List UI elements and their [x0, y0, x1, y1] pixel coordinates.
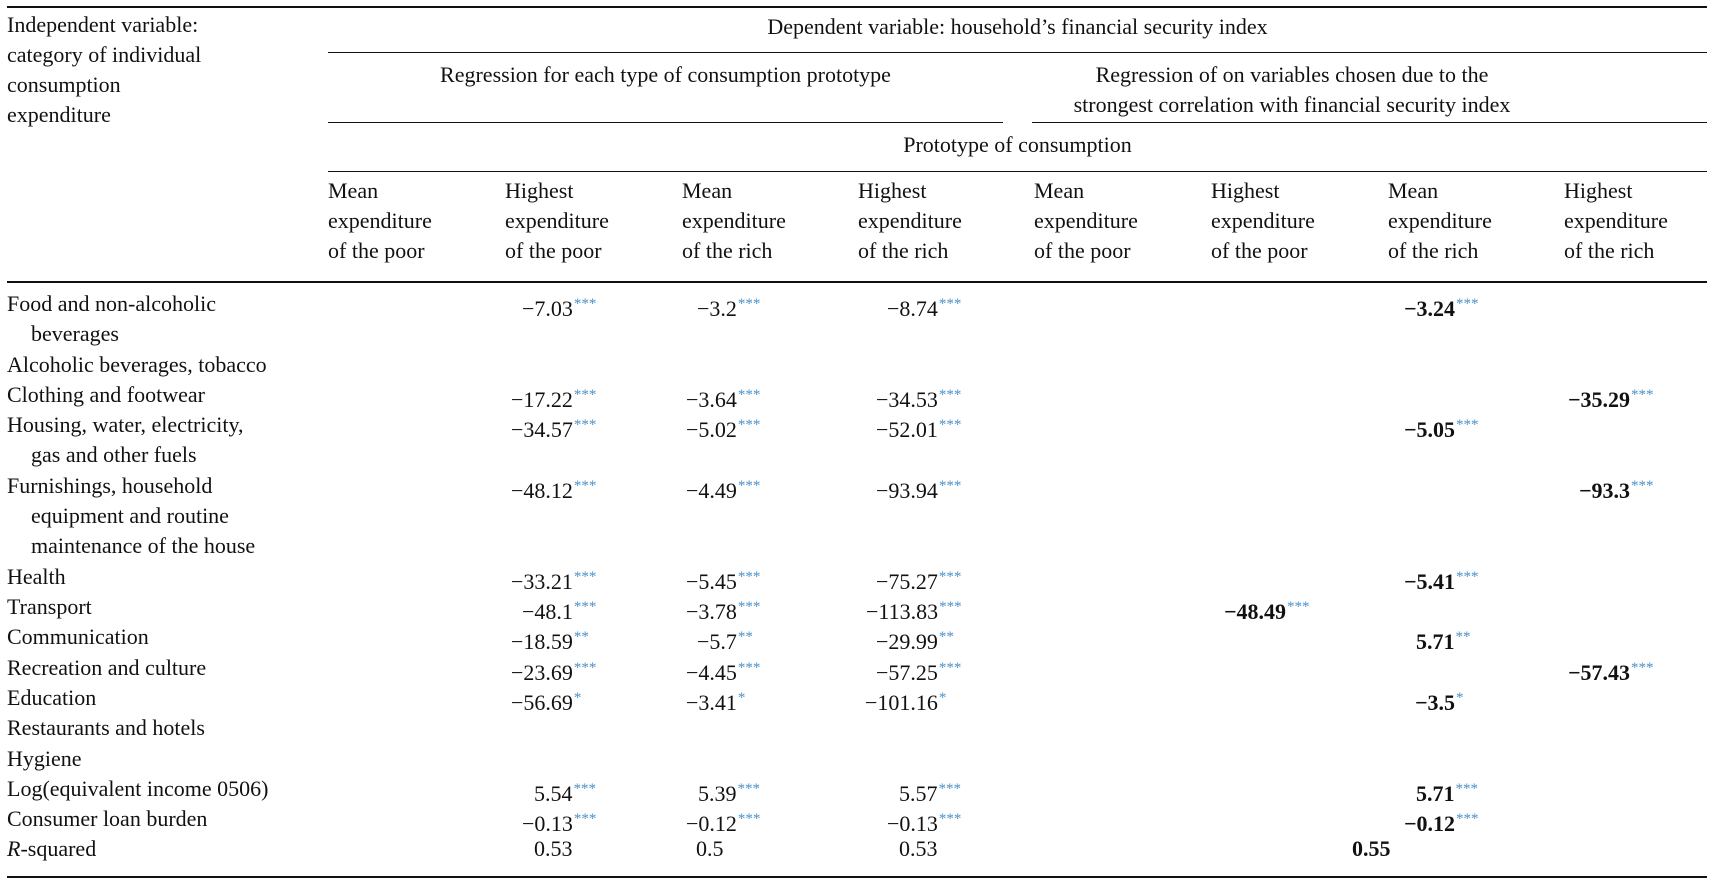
column-header-7	[1388, 176, 1548, 266]
rsquared-label-italic: R	[7, 836, 21, 862]
rsquared-c3: 0.5	[696, 836, 724, 862]
prototype-underline	[328, 171, 1707, 172]
coefficient-value: 5.54	[534, 780, 573, 806]
table-cell-c7	[1415, 683, 1464, 718]
significance-stars: ***	[737, 780, 760, 797]
significance-stars: ***	[938, 811, 962, 828]
row-label-line: Education	[7, 684, 97, 710]
coefficient-value: −0.13	[887, 811, 938, 837]
table-cell-c2	[511, 683, 581, 718]
column-header-line: of the rich	[682, 238, 773, 263]
stub-header-line: consumption	[7, 72, 121, 97]
row-label	[7, 471, 255, 561]
row-label	[7, 380, 205, 410]
coefficient-value: −18.59	[511, 629, 573, 655]
significance-stars: **	[573, 629, 589, 646]
column-header-line: Mean	[1034, 178, 1085, 203]
significance-stars: ***	[938, 296, 962, 312]
column-header-line: of the rich	[1564, 238, 1655, 263]
significance-stars: ***	[573, 599, 597, 615]
table-cell-c3	[686, 410, 760, 445]
coefficient-value: −48.49	[1224, 599, 1287, 624]
coefficient-value: −5.05	[1404, 417, 1456, 443]
top-rule	[7, 6, 1707, 8]
stub-header-line: expenditure	[7, 102, 111, 127]
significance-stars: ***	[1456, 568, 1479, 585]
row-label-line: Food and non-alcoholic	[7, 291, 216, 316]
coefficient-value: 5.39	[698, 780, 737, 806]
significance-stars: ***	[573, 780, 596, 797]
dep-var-header: Dependent variable: household’s financial security index	[767, 14, 1268, 39]
coefficient-value: −7.03	[522, 296, 573, 321]
coefficient-value: −17.22	[511, 386, 573, 412]
coefficient-value: −5.41	[1404, 568, 1456, 594]
column-header-line: expenditure	[328, 208, 432, 233]
table-cell-c3	[686, 471, 760, 506]
column-header-4	[858, 176, 1018, 266]
significance-stars: ***	[737, 477, 761, 494]
column-header-line: expenditure	[1211, 208, 1315, 233]
column-header-line: of the poor	[328, 238, 425, 263]
group-b-header-line: Regression of on variables chosen due to the	[1095, 62, 1489, 87]
table-cell-c7	[1404, 804, 1479, 839]
row-label	[7, 774, 268, 804]
dep-var-underline	[328, 52, 1707, 53]
coefficient-value: −101.16	[865, 689, 938, 715]
table-cell-c8	[1568, 380, 1654, 415]
column-header-1	[328, 176, 488, 266]
stub-header	[7, 10, 201, 130]
significance-stars: ***	[938, 477, 962, 494]
significance-stars: ***	[1631, 477, 1654, 494]
rsquared-c4: 0.53	[899, 836, 938, 862]
significance-stars: ***	[737, 599, 761, 615]
significance-stars: ***	[939, 599, 962, 615]
coefficient-value: −23.69	[511, 659, 573, 685]
row-label-line: Health	[7, 563, 66, 589]
row-label-line: equipment and routine	[31, 502, 229, 528]
significance-stars: ***	[1287, 599, 1310, 615]
rsquared-c2: 0.53	[534, 836, 573, 862]
significance-stars: ***	[737, 811, 761, 828]
table-cell-c3	[697, 289, 760, 324]
table-cell-c2	[522, 289, 596, 324]
row-label-line: Communication	[7, 624, 149, 650]
row-label-line: Hygiene	[7, 745, 82, 771]
group-b-header	[1032, 60, 1552, 120]
significance-stars: ***	[573, 568, 597, 585]
column-header-5	[1034, 176, 1194, 266]
coefficient-value: 5.57	[899, 780, 938, 806]
row-label-line: Housing, water, electricity,	[7, 412, 244, 438]
bottom-rule	[7, 876, 1707, 878]
row-label-line: gas and other fuels	[31, 442, 197, 468]
coefficient-value: −3.64	[686, 386, 737, 412]
column-header-6	[1211, 176, 1371, 266]
coefficient-value: −3.78	[686, 599, 737, 624]
prototype-header: Prototype of consumption	[903, 132, 1132, 157]
significance-stars: *	[573, 689, 582, 706]
column-header-line: expenditure	[1564, 208, 1668, 233]
significance-stars: *	[737, 689, 746, 706]
row-label-line: Log(equivalent income 0506)	[7, 775, 269, 801]
column-header-8	[1564, 176, 1715, 266]
stub-header-line: category of individual	[7, 42, 202, 67]
group-a-header: Regression for each type of consumption prototype	[440, 62, 891, 87]
column-header-line: of the poor	[1211, 238, 1308, 263]
column-header-line: Mean	[328, 178, 379, 203]
coefficient-value: −3.5	[1415, 689, 1456, 715]
significance-stars: ***	[573, 386, 597, 403]
column-header-line: Highest	[1564, 178, 1633, 203]
coefficient-value: −29.99	[876, 629, 938, 655]
rsquared-combined: 0.55	[1352, 836, 1391, 862]
column-header-line: of the rich	[1388, 238, 1479, 263]
row-label-line: Clothing and footwear	[7, 381, 205, 407]
row-label-line: Furnishings, household	[7, 472, 213, 498]
significance-stars: *	[938, 689, 947, 706]
significance-stars: ***	[938, 659, 962, 676]
group-b-header-line: strongest correlation with financial security index	[1073, 92, 1511, 117]
coefficient-value: −33.21	[511, 568, 573, 594]
significance-stars: ***	[1455, 780, 1478, 797]
coefficient-value: −0.12	[686, 811, 737, 837]
coefficient-value: −34.57	[511, 417, 573, 443]
column-header-3	[682, 176, 842, 266]
significance-stars: ***	[1456, 811, 1479, 828]
significance-stars: ***	[938, 417, 962, 434]
significance-stars: ***	[1456, 417, 1479, 434]
column-header-2	[505, 176, 665, 266]
rsquared-label-rest: -squared	[20, 836, 97, 862]
significance-stars: ***	[573, 417, 597, 434]
significance-stars: ***	[573, 296, 597, 312]
row-label	[7, 592, 92, 622]
coefficient-value: −113.83	[866, 599, 939, 624]
coefficient-value: −48.1	[522, 599, 573, 624]
row-label	[7, 653, 206, 683]
coefficient-value: −35.29	[1568, 386, 1631, 412]
significance-stars: ***	[737, 568, 761, 585]
coefficient-value: −3.24	[1404, 296, 1456, 321]
coefficient-value: −34.53	[876, 386, 938, 412]
row-label-line: Transport	[7, 594, 92, 619]
significance-stars: ***	[573, 477, 597, 494]
row-label-line: Alcoholic beverages, tobacco	[7, 351, 267, 377]
column-header-line: expenditure	[505, 208, 609, 233]
table-cell-c4	[865, 683, 946, 718]
column-header-line: Highest	[1211, 178, 1280, 203]
coefficient-value: −0.13	[522, 811, 573, 837]
significance-stars: ***	[938, 386, 962, 403]
table-cell-c8	[1568, 653, 1654, 688]
coefficient-value: −4.45	[686, 659, 737, 685]
coefficient-value: −93.3	[1579, 477, 1631, 503]
group-b-underline	[1032, 122, 1707, 123]
significance-stars: ***	[737, 659, 761, 676]
row-label-line: Restaurants and hotels	[7, 715, 205, 741]
coefficient-value: −3.41	[686, 689, 737, 715]
table-cell-c6	[1224, 592, 1310, 627]
table-cell-c7	[1404, 410, 1479, 445]
column-header-line: Highest	[505, 178, 574, 203]
column-header-line: expenditure	[682, 208, 786, 233]
coefficient-value: −52.01	[876, 417, 938, 443]
significance-stars: ***	[1631, 659, 1654, 676]
coefficient-value: −8.74	[887, 296, 938, 321]
row-label-line: maintenance of the house	[31, 532, 256, 558]
row-label-line: Consumer loan burden	[7, 806, 208, 832]
coefficient-value: −57.43	[1568, 659, 1631, 685]
rsquared-label	[7, 834, 96, 864]
row-label	[7, 289, 216, 349]
table-cell-c2	[511, 471, 596, 506]
coefficient-value: 5.71	[1416, 629, 1455, 655]
table-cell-c4	[887, 289, 961, 324]
header-bottom-rule	[7, 281, 1707, 283]
column-header-line: expenditure	[858, 208, 962, 233]
column-header-line: Mean	[682, 178, 733, 203]
row-label	[7, 713, 205, 743]
row-label	[7, 562, 66, 592]
significance-stars: **	[1455, 629, 1471, 646]
column-header-line: of the rich	[858, 238, 949, 263]
coefficient-value: −0.12	[1404, 811, 1456, 837]
coefficient-value: −5.45	[686, 568, 737, 594]
significance-stars: ***	[938, 568, 962, 585]
column-header-line: expenditure	[1034, 208, 1138, 233]
coefficient-value: −4.49	[686, 477, 737, 503]
significance-stars: ***	[573, 811, 597, 828]
table-cell-c7	[1416, 622, 1471, 657]
significance-stars: ***	[737, 296, 761, 312]
row-label-line: beverages	[31, 321, 119, 346]
coefficient-value: −57.25	[876, 659, 938, 685]
row-label	[7, 683, 96, 713]
coefficient-value: −56.69	[511, 689, 573, 715]
table-cell-c3	[686, 683, 745, 718]
group-a-underline	[328, 122, 1003, 123]
significance-stars: ***	[1456, 296, 1479, 312]
row-label	[7, 622, 149, 652]
table-cell-c7	[1404, 562, 1479, 597]
table-cell-c8	[1579, 471, 1654, 506]
significance-stars: ***	[573, 659, 597, 676]
row-label	[7, 350, 267, 380]
table-cell-c2	[511, 410, 596, 445]
column-header-line: of the poor	[505, 238, 602, 263]
coefficient-value: −75.27	[876, 568, 938, 594]
significance-stars: ***	[737, 417, 761, 434]
row-label	[7, 410, 244, 470]
table-cell-c4	[876, 410, 961, 445]
table-cell-c7	[1404, 289, 1479, 324]
row-label-line: Recreation and culture	[7, 654, 207, 680]
row-label	[7, 804, 207, 834]
coefficient-value: −5.02	[686, 417, 737, 443]
row-label	[7, 744, 82, 774]
coefficient-value: −48.12	[511, 477, 573, 503]
table-cell-c4	[876, 471, 961, 506]
column-header-line: Highest	[858, 178, 927, 203]
column-header-line: expenditure	[1388, 208, 1492, 233]
significance-stars: **	[737, 629, 753, 646]
coefficient-value: −5.7	[697, 629, 737, 655]
significance-stars: ***	[737, 386, 761, 403]
significance-stars: **	[938, 629, 954, 646]
stub-header-line: Independent variable:	[7, 12, 199, 37]
column-header-line: of the poor	[1034, 238, 1131, 263]
coefficient-value: −93.94	[876, 477, 938, 503]
significance-stars: *	[1456, 689, 1464, 706]
coefficient-value: 5.71	[1416, 780, 1455, 806]
coefficient-value: −3.2	[697, 296, 737, 321]
column-header-line: Mean	[1388, 178, 1439, 203]
significance-stars: ***	[938, 780, 961, 797]
significance-stars: ***	[1631, 386, 1654, 403]
